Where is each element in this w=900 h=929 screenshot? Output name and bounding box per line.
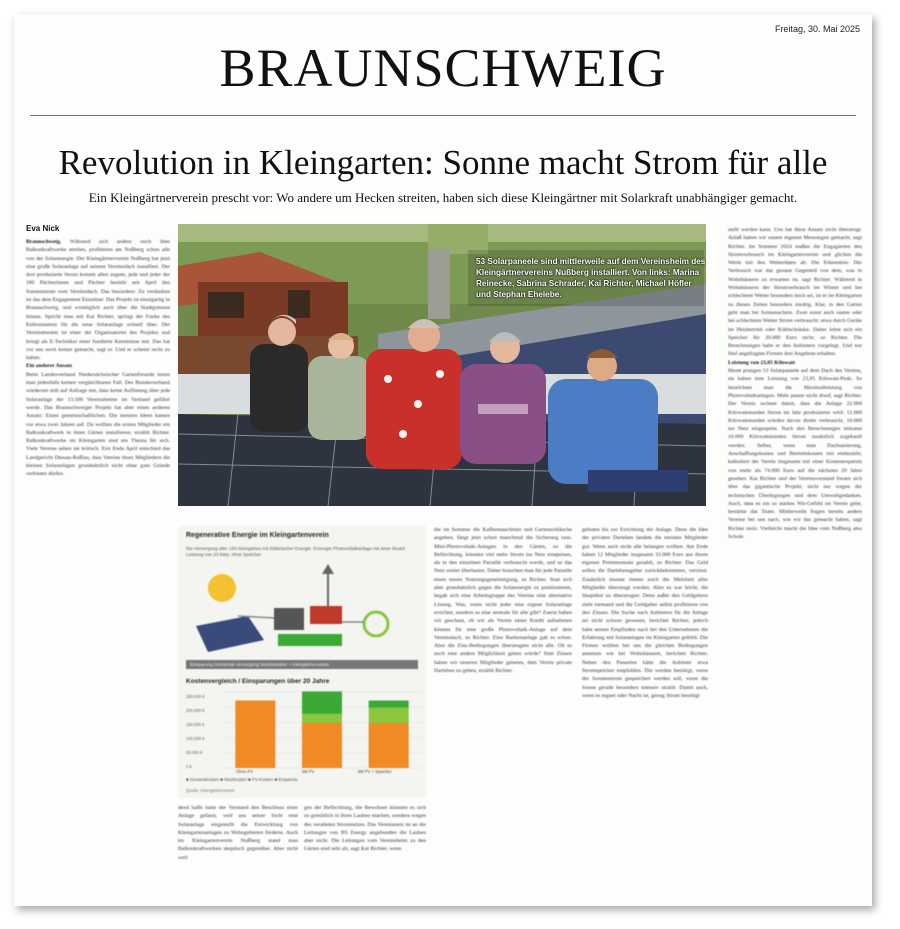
chart-title: Kostenvergleich / Einsparungen über 20 Jahre <box>186 678 330 685</box>
column-text: geboten bis zur Errichtung der Anlage. Denn die Idee der privaten Darlehen landete die meisten Mitglieder gut. Wenn auch nicht alle belangen wollten. Am Ende haben 12 Mitglieder insgesamt 33.000 Euro aus ihrem eigenen Portemonnaie gezahlt, so Richter. Das Geld sollen die Darlehensgeber zurückbekommen, verzinst. Zusätzlich musste immer noch die Mehrheit aller Mitglieder überzeugt werden. Aber es war leicht, die Skeptiker zu überzeugen: Denn außer den Geldgebern sieht niemand und die Geldgeber selbst profitieren von den Zinsen. Die Suche nach Anbietern für die Anlage sei nicht schwer gewesen, berichtet Richter, jedoch habe seinen Empfinden nach bei den Unternehmen die Erfahrung mit Solaranlagen im Kleingarten gefehlt. Die Firmen wollten bei uns die gleichen Bedingungen ansetzen wie bei Wohnhäusern, berichtet Richter. Neben den Paneelen hätte die Anbieter etwa Stromspeicher empfohlen. Die werden benötigt, wenn der Sonnenstrom gespeichert werden soll, wenn die Sonne gerade besonders intensiv strahlt. Damit auch, wenn es regnet oder Nacht ist, genug Strom benötigt <box>582 527 708 699</box>
y-tick-label: 50.000 € <box>186 750 203 755</box>
newspaper-page <box>14 14 872 906</box>
chart-bar-netzkosten <box>302 723 342 768</box>
chart-bar-ersparnis <box>369 701 409 708</box>
consumption-box <box>274 608 304 630</box>
y-tick-label: 250.000 € <box>186 694 205 699</box>
article-column-5 <box>728 226 862 902</box>
column-text: dend halfe hatte der Vorstand den Beschluss einer Anlage gefasst, weil aus seiner Sicht eine Solaranlage eingestellt die Entwicklung von Kleingartenanlagen zu Wohngebieten förderte. Auch im Kleingartenverein Nußberg stand man Balkonkraftwerken skeptisch gegenüber. Aber nicht weil <box>178 805 298 861</box>
y-tick-label: 0 € <box>186 764 192 769</box>
y-tick-label: 100.000 € <box>186 736 205 741</box>
chart-bar-gesamtkosten <box>235 701 275 768</box>
column-text: stellt werden kann. Uns hat diese Ansatz nicht überzeugt. Anlaß haben wir unsere eigenen Messungen gemacht, sagt Richter. Im Sommer 2024 maßen die Engagierten den Stromverbrauch im Kleingartenverein und glichen die Werte mit den Wetterdaten ab. Die Erkenntnis: Der Verbrauch war das genaue Gegenteil von dem, was in Wohnhäusern zu erwarten ist, sagt Richter. Während in Wohnhäusern der Stromverbrauch im Winter und bei schlechtem Wetter besonders hoch sei, ist er im Kleingarten zu diesen Zeiten besonders niedrig. Klar, in den Garten geht man bei Sonnenschein. Zwei sonst auch rasten oder bei schlechtem Wetter Strom verbraucht: etwa durch Geräte im Heizbetrieb oder Kühlschränke. Daher lohnt sich ein Speicher für 20.000 Euro nicht, so Richter. Die Berechnungen habe er den Anbietern vorgelegt. Und nur fünf angefragten Firmen drei Angebote erhalten. <box>728 227 862 358</box>
infographic-banner: Einsparung Gemeinde Versorgung Netzbetreiber + Kleingärtnerverein <box>186 660 418 669</box>
infographic-subtitle: Die Versorgung aller 183 Kleingärten mit Elektrischer Energie. Erzeugte Photovoltaikanlage mit einer Modul-Leistung von 23 kWp, ohne Speicher <box>186 546 407 557</box>
x-category-label: Ohne PV <box>236 769 253 774</box>
chart-bar-pv-kosten <box>369 708 409 723</box>
power-pole-icon <box>322 564 334 574</box>
chart-source: Quelle: Kleingärtnerverein <box>186 788 235 793</box>
lightbulb-icon <box>364 612 388 636</box>
column-text: Heute prangen 53 Solarpaneele auf dem Dach des Vereins, sie haben eine Leistung von 23,85 Kilowatt-Peak. So bezeichnet man die Maximalleistung von Photovoltaikanlagen. Mehr passte nicht drauf, sagt Richter. Der Verein rechnet damit, dass die Anlage 22.000 Kilowattstunden Strom im Jahr produzieren wird. 12.000 Kilowattstunden würden davon direkt verbraucht, 10.000 ins Netz eingespeist. Nach den Berechnungen müssten 16.000 Kilowattstunden Strom zusätzlich zugekauft werden. Selbst, wenn man Dachsanierung, Anschaffungskosten und Betriebskosten mit einbezieht, kalkuliert der Verein insgesamt mit einer Kostenersparnis von mehr als 74.000 Euro auf die nächsten 20 Jahre gesehen. Kai Richter und der Vereinsvorstand freuen sich über das gigantische Projekt; nicht nur wegen der technischen Überlegungen und dem Umweltgedanken. Auch, dass es ein so starkes Wir-Gefühl im Verein gebe, bestärke das Team. Mittlerweile fragen bereits andere Vereine bei uns nach, wie wir das gemacht haben, sagt Richter stolz. Vielleicht macht die Idee vom Nußberg also Schule. <box>728 368 862 540</box>
solar-panel-icon <box>196 616 264 652</box>
chart-bar-netzkosten <box>369 723 409 768</box>
y-tick-label: 200.000 € <box>186 708 205 713</box>
article-column-2b <box>304 804 426 902</box>
masthead-rule <box>30 115 856 116</box>
column-text: Während sich andere noch über Balkonkraftwerke streiten, profitieren am Nußberg schon alle von der Solarenergie: Der Kleingärtnerverein Nußberg hat jetzt eine große Solaranlage auf seinem Vereinsdach installiert. Der dort produzierte Strom kommt allen zugute, jede und jeder der 180 Pächterinnen und Pächter bezieht seit April den Sonnenstrom vom Vereinsdach. Das besondere: Zu verdanken ist das dem Engagement Einzelner. Das Projekt ist einzigartig in Braunschweig, und womöglich auch über die Stadtgrenzen hinaus. Spricht man mit Kai Richter, springt der Funke des Enthusiasmus für die neue Solaranlage schnell über. Der Vereinsberater ist einer der Organisatoren des Projekts und bringt als E-Techniker einer fundierte Kenntnisse mit. Das hat vor uns noch keiner gemacht, sagt er. Und er scheint recht zu haben. <box>26 239 170 362</box>
sun-icon <box>208 574 236 602</box>
column-text: die im Sommer die Kaffeemaschinen und Gartenschläuche angeben, fängt jetzt schon manchmal die Sicherung raus. Mini-Photovoltaik-Anlagen in den Gärten, so die Befürchtung, könnten viel mehr Strom ins Netz einspeisen, als in den einzelnen Parzelle verbraucht werde, und so das Netz weiter überlasten. Daher brauchen man für jede Parzelle einen neuen Nutzungsgenehmigung, so Richter. Statt sich aber grundsätzlich gegen die Solarenergie zu positionieren, begab sich eine Arbeitsgruppe des Vereins eine alternative Lösung. Was, wenn nicht jeder eine eigene Solaranlage errichtet, sondern es eine zentrale für alle gibt? Zuerst haben wir geschaut, ob wir als Verein einen Kredit aufnehmen können für eine große Photovoltaik-Anlage auf dem Vereinsdach, so Richter. Eine Bankenanlage gab es schon. Aber die Zins-Bedingungen überzeugten nicht alle. Ob es noch eine andere Möglichkeit geben würde? Statt Zinsen haben wir unseren Mitglieder gebeten, dem Verein private Darlehen zu geben, erzählt Richter. <box>434 527 572 675</box>
article-photo <box>178 224 706 506</box>
article-column-4 <box>582 526 708 902</box>
infographic-title: Regenerative Energie im Kleingartenverein <box>186 532 329 539</box>
grid-cost-box <box>310 606 342 624</box>
chart-bar-pv-kosten <box>302 714 342 723</box>
issue-date: Freitag, 30. Mai 2025 <box>774 24 860 34</box>
y-tick-label: 150.000 € <box>186 722 205 727</box>
chart-legend: ■ Gesamtkosten ■ Netzkosten ■ PV-Kosten ■ Ersparnis <box>186 777 298 782</box>
masthead: BRAUNSCHWEIG <box>219 38 667 98</box>
column-subheading: Leistung von 23,85 Kilowatt <box>728 359 796 366</box>
cost-comparison-chart <box>222 690 422 770</box>
x-category-label: Mit PV + Speicher <box>358 769 392 774</box>
article-column-2 <box>178 804 298 902</box>
author-byline: Eva Nick <box>26 224 60 233</box>
feed-in-box <box>278 634 342 646</box>
dateline: Braunschweig. <box>26 239 62 245</box>
headline: Revolution in Kleingarten: Sonne macht Strom für alle <box>58 143 828 182</box>
article-column-1 <box>26 238 170 898</box>
energy-flow-diagram <box>178 556 426 660</box>
x-category-label: Mit PV <box>302 769 315 774</box>
column-text: Beim Landesverband Niedersächsischer Gartenfreunde kennt man jedenfalls keinen vergleichbaren Fall. Der Bundesverband wiederum teilt auf Anfrage mit, dass keine Auflistung über jede Solaranlage der 13.500 Vereinsheime im Verband geführt werde. Das Braunschweiger Projekt hat aber einen anderen Ansatz: Einen gemeinschaftlichen. Die meisten Ideen kamen vor etwa zwei Jahren auf. Da wollten die ersten Mitglieder ein Balkonkraftwerk in ihren Gärten installieren, erzählt Richter. Balkonkraftwerke im Kleingarten sind ein Thema für sich. Viele Vereine sehen sie kritisch. Erst Ende April entschied das Landgericht Dessau-Roßlau, dass Vereine ihren Mitgliedern die kleinen Solaranlagen grundsätzlich nicht ohne gute Gründe verbieten dürfen. <box>26 371 170 478</box>
column-text: gen der Befürchtung, die Bewohner könnten es sich zu gemütlich in ihren Lauben machen, sondern wegen des veralteten Stromnetzes. Das Vereinsnetz ist an die Leitungen von BS Energy angebunden die Lauben aber nicht. Die Leitungen vom Vereinsheim zu den Gärten sind sehr alt, sagt Kai Richter, wenn <box>304 805 426 853</box>
infographic <box>178 526 426 798</box>
article-column-3 <box>434 526 572 902</box>
column-subheading: Ein anderer Ansatz <box>26 363 73 370</box>
chart-bar-ersparnis <box>302 691 342 713</box>
subheadline: Ein Kleingärtnerverein prescht vor: Wo andere um Hecken streiten, haben sich diese Kleingärtner mit Solarkraft unabhängiger gemacht. <box>88 190 798 205</box>
photo-caption: 53 Solarpaneele sind mittlerweile auf dem Vereinsheim des Kleingärtnervereins Nußberg installiert. Von links: Marina Reinecke, Sabrina Schrader, Kai Richter, Michael Höfler und Stephan Ehelebe. <box>476 257 706 299</box>
